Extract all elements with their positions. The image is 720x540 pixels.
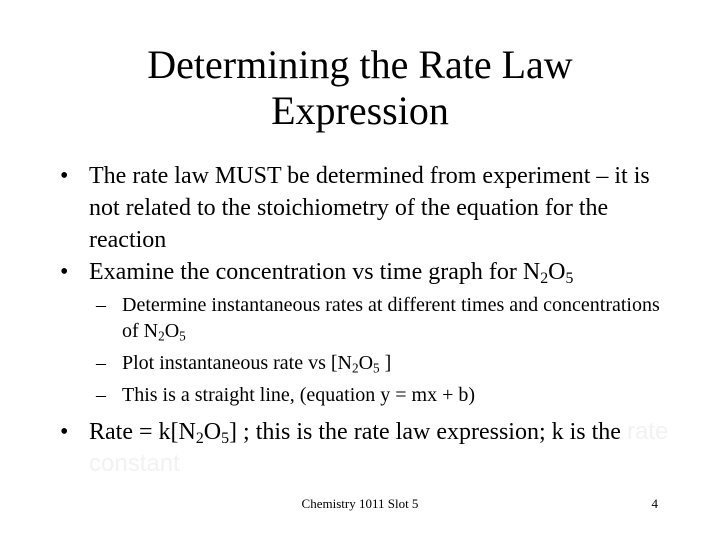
dash-marker: –	[96, 384, 106, 406]
subbullet-text: Determine instantaneous rates at different times and concentrations of $N_2O_5$	[122, 294, 660, 344]
bullet-text: Rate = $k[N_2O_5]$ ; this is the rate law expression; k is the rate constant	[89, 418, 669, 477]
bullet-marker: •	[60, 259, 69, 285]
footer-course-label: Chemistry 1011 Slot 5	[301, 496, 419, 511]
bullet-rate-equation	[60, 416, 680, 480]
subbullet-determine-rates	[96, 292, 676, 344]
bullet-text: Examine the concentration vs time graph for $N_2O_5$	[89, 259, 574, 287]
dash-marker: –	[96, 294, 106, 316]
subbullet-text: This is a straight line, (equation y = mx + b)	[122, 384, 476, 406]
slide-title-line-1: Determining the Rate Law	[147, 42, 573, 87]
subbullet-plot-rate	[96, 350, 676, 376]
dash-marker: –	[96, 352, 106, 374]
slide-title-line-2: Expression	[271, 88, 449, 133]
subbullet-straight-line	[96, 382, 676, 408]
page-number: 4	[651, 496, 658, 511]
bullet-rate-law-experiment	[60, 160, 680, 256]
bullet-examine-graph	[60, 256, 680, 288]
bullet-marker: •	[60, 419, 69, 445]
subbullet-text: Plot instantaneous rate vs [$N_2O_5$ ]	[122, 352, 392, 376]
rate-constant-term: rate constant	[89, 418, 669, 477]
bullet-marker: •	[60, 163, 69, 189]
slide-title	[60, 42, 660, 134]
bullet-text: The rate law MUST be determined from experiment – it is not related to the stoichiometry of the equation for the reaction	[89, 163, 650, 253]
